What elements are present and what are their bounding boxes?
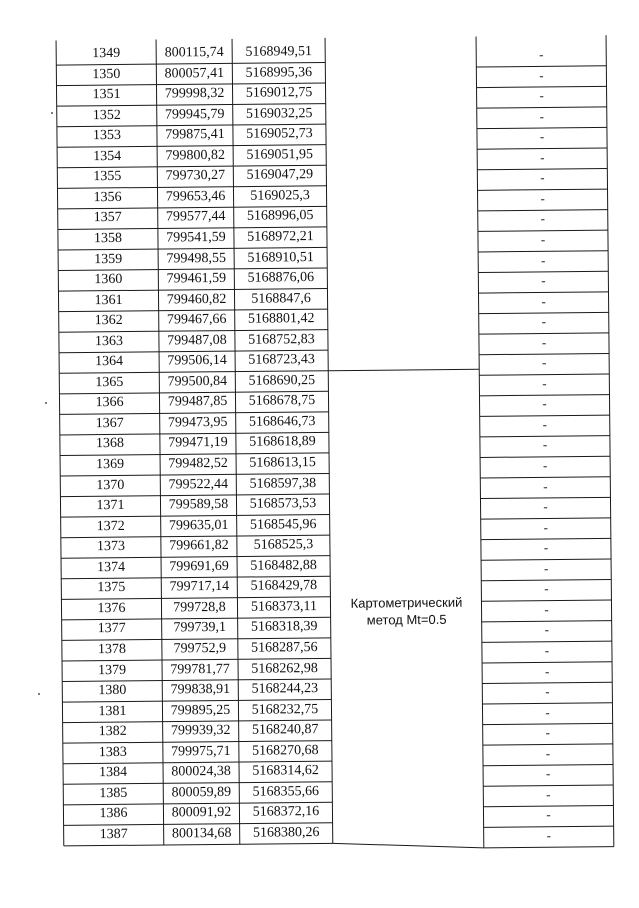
x-coordinate: 799487,08 (167, 332, 227, 349)
point-number: 1349 (92, 45, 121, 62)
y-coordinate: 5168646,73 (248, 413, 316, 430)
x-coordinate: 799653,46 (165, 188, 226, 205)
point-number: 1383 (98, 744, 127, 760)
x-coordinate: 799460,82 (166, 291, 227, 308)
y-coordinate: 5168996,05 (246, 208, 314, 225)
point-number: 1356 (93, 189, 122, 206)
point-number: 1374 (97, 559, 126, 575)
y-coordinate: 5168876,06 (247, 270, 315, 286)
x-coordinate: 799471,19 (168, 435, 228, 451)
precision-value: - (539, 129, 545, 145)
precision-value: - (545, 766, 551, 782)
precision-value: - (545, 683, 550, 699)
x-coordinate: 799691,69 (169, 558, 229, 575)
x-coordinate: 799506,14 (167, 353, 227, 369)
scan-speck (45, 402, 47, 404)
y-coordinate: 5168995,36 (245, 64, 313, 81)
point-number: 1366 (95, 395, 124, 411)
precision-value: - (542, 437, 548, 453)
x-coordinate: 799635,01 (168, 517, 229, 534)
y-coordinate: 5168618,89 (249, 434, 316, 451)
y-coordinate: 5169012,75 (245, 85, 313, 101)
point-number: 1350 (92, 66, 121, 82)
y-coordinate: 5168318,39 (250, 619, 318, 636)
x-coordinate: 799467,66 (166, 312, 227, 328)
x-coordinate: 799838,91 (170, 681, 231, 698)
y-coordinate: 5168678,75 (248, 393, 316, 410)
precision-value: - (544, 601, 549, 617)
precision-value: - (539, 149, 545, 165)
point-number: 1376 (97, 600, 126, 616)
point-number: 1362 (94, 313, 123, 329)
precision-value: - (541, 272, 546, 288)
y-coordinate: 5168752,83 (248, 331, 315, 348)
point-number: 1369 (96, 456, 125, 473)
x-coordinate: 799717,14 (169, 579, 230, 595)
x-coordinate: 799500,84 (167, 373, 228, 390)
point-number: 1379 (98, 662, 127, 678)
y-coordinate: 5168910,51 (247, 249, 314, 266)
precision-value: - (546, 786, 551, 802)
x-coordinate: 799661,82 (169, 538, 229, 554)
precision-value: - (539, 108, 545, 124)
precision-value: - (546, 807, 551, 823)
x-coordinate: 800057,41 (164, 65, 225, 82)
y-coordinate: 5168972,21 (247, 228, 314, 245)
point-number: 1361 (94, 292, 123, 308)
point-number: 1373 (96, 539, 125, 555)
scan-speck (51, 112, 53, 114)
y-coordinate: 5168801,42 (247, 311, 315, 327)
x-coordinate: 799498,55 (166, 250, 226, 266)
y-coordinate: 5168429,78 (250, 578, 318, 594)
point-number: 1378 (97, 641, 126, 658)
precision-value: - (544, 663, 550, 679)
y-coordinate: 5168314,62 (252, 763, 319, 779)
precision-value: - (542, 416, 548, 432)
x-coordinate: 799875,41 (165, 127, 225, 143)
x-coordinate: 799522,44 (168, 476, 229, 493)
point-number: 1355 (93, 169, 122, 185)
y-coordinate: 5168482,88 (250, 557, 317, 574)
precision-value: - (546, 827, 551, 843)
y-coordinate: 5168244,23 (251, 681, 319, 697)
x-coordinate: 799541,59 (166, 229, 226, 246)
y-coordinate: 5169032,25 (245, 105, 313, 122)
point-number: 1381 (98, 703, 127, 719)
y-coordinate: 5168949,51 (245, 44, 312, 60)
y-coordinate: 5168723,43 (248, 352, 315, 368)
precision-value: - (544, 622, 549, 638)
precision-value: - (539, 87, 544, 103)
precision-value: - (541, 313, 547, 330)
x-coordinate: 799975,71 (171, 743, 231, 760)
x-coordinate: 799482,52 (168, 455, 228, 472)
y-coordinate: 5168240,87 (251, 722, 319, 738)
point-number: 1357 (93, 210, 122, 226)
x-coordinate: 800059,89 (171, 784, 232, 801)
x-coordinate: 799461,59 (166, 270, 227, 287)
y-coordinate: 5168573,53 (249, 496, 317, 512)
point-number: 1353 (92, 128, 122, 144)
precision-value: - (542, 396, 547, 412)
grid-horizontal-line (328, 369, 479, 370)
precision-value: - (544, 581, 549, 597)
y-coordinate: 5168232,75 (251, 701, 319, 718)
x-coordinate: 799939,32 (170, 723, 231, 739)
x-coordinate: 799781,77 (170, 661, 230, 677)
point-number: 1385 (99, 785, 128, 801)
x-coordinate: 799752,9 (173, 640, 227, 657)
y-coordinate: 5168355,66 (252, 783, 320, 800)
y-coordinate: 5168545,96 (249, 516, 317, 533)
y-coordinate: 5168690,25 (248, 372, 316, 389)
precision-value: - (544, 642, 550, 658)
y-coordinate: 5168380,26 (252, 824, 320, 841)
grid-horizontal-line (484, 847, 614, 848)
point-number: 1354 (93, 148, 122, 164)
precision-value: - (543, 519, 548, 535)
precision-value: - (545, 704, 550, 720)
precision-value: - (543, 498, 548, 514)
x-coordinate: 799577,44 (165, 209, 226, 225)
method-description: Картометрический метод Mt=0.5 (350, 594, 463, 628)
point-number: 1371 (96, 497, 125, 514)
x-coordinate: 799487,85 (167, 394, 228, 410)
point-number: 1386 (99, 806, 128, 822)
x-coordinate: 799739,1 (173, 620, 227, 636)
precision-value: - (545, 745, 551, 761)
point-number: 1365 (95, 374, 124, 390)
precision-value: - (543, 560, 549, 576)
point-number: 1359 (94, 251, 123, 267)
point-number: 1363 (94, 333, 124, 349)
point-number: 1375 (97, 580, 126, 596)
y-coordinate: 5168597,38 (249, 475, 317, 492)
point-number: 1367 (95, 415, 124, 432)
precision-value: - (543, 540, 549, 556)
x-coordinate: 799589,58 (168, 496, 229, 513)
y-coordinate: 5168613,15 (249, 455, 316, 471)
x-coordinate: 800115,74 (164, 44, 224, 61)
x-coordinate: 799800,82 (165, 147, 225, 164)
point-number: 1384 (99, 765, 128, 781)
point-number: 1368 (95, 436, 125, 452)
precision-value: - (545, 724, 550, 740)
precision-value: - (540, 252, 546, 268)
point-number: 1364 (95, 354, 124, 370)
y-coordinate: 5168525,3 (253, 537, 314, 553)
scan-speck (38, 693, 40, 695)
y-coordinate: 5169047,29 (246, 167, 314, 183)
point-number: 1372 (96, 518, 125, 534)
precision-value: - (538, 46, 544, 62)
y-coordinate: 5168372,16 (252, 804, 320, 821)
point-number: 1377 (97, 621, 126, 637)
point-number: 1352 (92, 107, 121, 123)
x-coordinate: 799728,8 (173, 599, 226, 616)
x-coordinate: 799895,25 (170, 702, 231, 719)
precision-value: - (541, 334, 547, 350)
precision-value: - (540, 231, 546, 247)
point-number: 1370 (96, 477, 125, 493)
point-number: 1382 (98, 724, 127, 740)
grid-horizontal-line (333, 842, 484, 849)
y-coordinate: 5169052,73 (246, 126, 313, 142)
precision-value: - (539, 67, 544, 83)
precision-value: - (541, 293, 546, 309)
x-coordinate: 799730,27 (165, 168, 226, 184)
precision-value: - (542, 375, 547, 391)
precision-value: - (540, 190, 545, 206)
x-coordinate: 800134,68 (171, 825, 232, 842)
y-coordinate: 5168287,56 (251, 639, 318, 656)
y-coordinate: 5168847,6 (251, 290, 311, 307)
point-number: 1380 (98, 682, 127, 699)
point-number: 1387 (99, 826, 128, 843)
y-coordinate: 5168373,11 (250, 598, 318, 615)
point-number: 1358 (93, 230, 123, 247)
precision-value: - (542, 457, 548, 473)
y-coordinate: 5168262,98 (251, 660, 318, 677)
point-number: 1351 (92, 86, 121, 103)
precision-value: - (540, 211, 546, 227)
x-coordinate: 799998,32 (164, 85, 225, 102)
precision-value: - (543, 478, 548, 494)
y-coordinate: 5169051,95 (246, 146, 313, 163)
y-coordinate: 5169025,3 (250, 187, 310, 204)
x-coordinate: 799945,79 (164, 106, 225, 123)
precision-value: - (540, 170, 545, 186)
x-coordinate: 799473,95 (167, 414, 228, 431)
y-coordinate: 5168270,68 (252, 742, 319, 759)
point-number: 1360 (94, 271, 123, 288)
x-coordinate: 800024,38 (171, 764, 231, 780)
x-coordinate: 800091,92 (171, 805, 232, 821)
precision-value: - (541, 355, 547, 371)
